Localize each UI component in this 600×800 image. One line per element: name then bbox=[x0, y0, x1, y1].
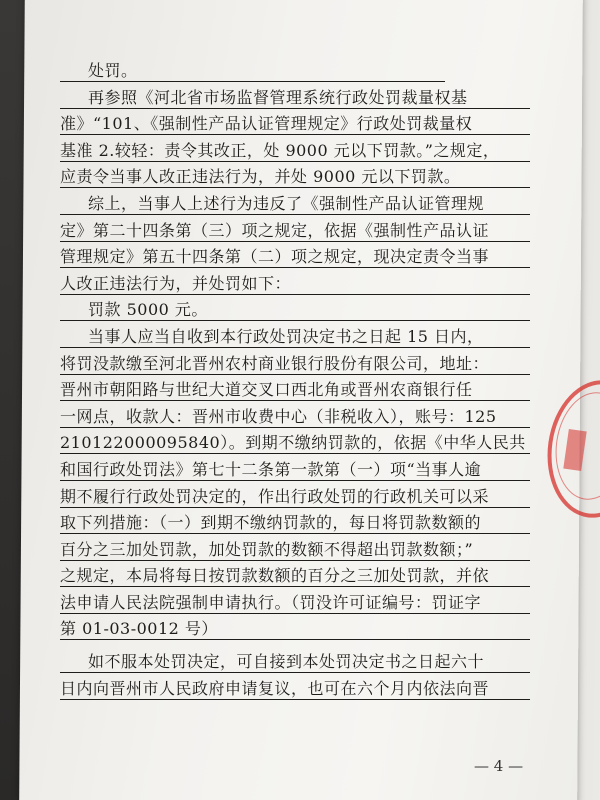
text-line-17: 期不履行行政处罚决定的，作出行政处罚的行政机关可以采 bbox=[60, 484, 530, 509]
text-line-12: 将罚没款缴至河北晋州农村商业银行股份有限公司，地址： bbox=[60, 351, 530, 376]
text-line-7: 定》第二十四条第（三）项之规定，依据《强制性产品认证 bbox=[60, 218, 530, 243]
text-line-18: 取下列措施：（一）到期不缴纳罚款的，每日将罚款数额的 bbox=[60, 510, 530, 535]
text-line-5: 应责令当事人改正违法行为，并处 9000 元以下罚款。 bbox=[60, 164, 530, 189]
text-line-23: 如不服本处罚决定，可自接到本处罚决定书之日起六十 bbox=[60, 649, 530, 674]
text-line-11: 当事人应当自收到本行政处罚决定书之日起 15 日内， bbox=[60, 324, 530, 349]
text-line-6: 综上，当事人上述行为违反了《强制性产品认证管理规 bbox=[60, 191, 530, 216]
text-line-2: 再参照《河北省市场监督管理系统行政处罚裁量权基 bbox=[60, 85, 530, 110]
text-line-3: 准》“101、《强制性产品认证管理规定》行政处罚裁量权 bbox=[60, 111, 530, 136]
text-line-19: 百分之三加处罚款，加处罚款的数额不得超出罚款数额；” bbox=[60, 537, 530, 562]
text-line-1: 处罚。 bbox=[60, 58, 530, 83]
text-line-22: 第 01-03-0012 号） bbox=[60, 616, 530, 641]
text-line-20: 之规定，本局将每日按罚款数额的百分之三加处罚款，并依 bbox=[60, 563, 530, 588]
document-body bbox=[60, 58, 530, 702]
text-line-8: 管理规定》第五十四条第（二）项之规定，现决定责令当事 bbox=[60, 244, 530, 269]
text-line-14: 一网点，收款人：晋州市收费中心（非税收入），账号：125 bbox=[60, 404, 530, 429]
text-line-9: 人改正违法行为，并处罚如下： bbox=[60, 271, 530, 296]
text-line-24: 日内向晋州市人民政府申请复议，也可在六个月内依法向晋 bbox=[60, 676, 530, 701]
text-line-15: 210122000095840）。到期不缴纳罚款的，依据《中华人民共 bbox=[60, 430, 530, 455]
text-line-16: 和国行政处罚法》第七十二条第一款第（一）项“当事人逾 bbox=[60, 457, 530, 482]
text-line-21: 法申请人民法院强制申请执行。（罚没许可证编号：罚证字 bbox=[60, 590, 530, 615]
text-line-4: 基准 2.较轻：责令其改正，处 9000 元以下罚款。”之规定， bbox=[60, 138, 530, 163]
text-line-10: 罚款 5000 元。 bbox=[60, 297, 530, 322]
text-line-13: 晋州市朝阳路与世纪大道交叉口西北角或晋州农商银行任 bbox=[60, 377, 530, 402]
page-number: — 4 — bbox=[474, 757, 524, 775]
